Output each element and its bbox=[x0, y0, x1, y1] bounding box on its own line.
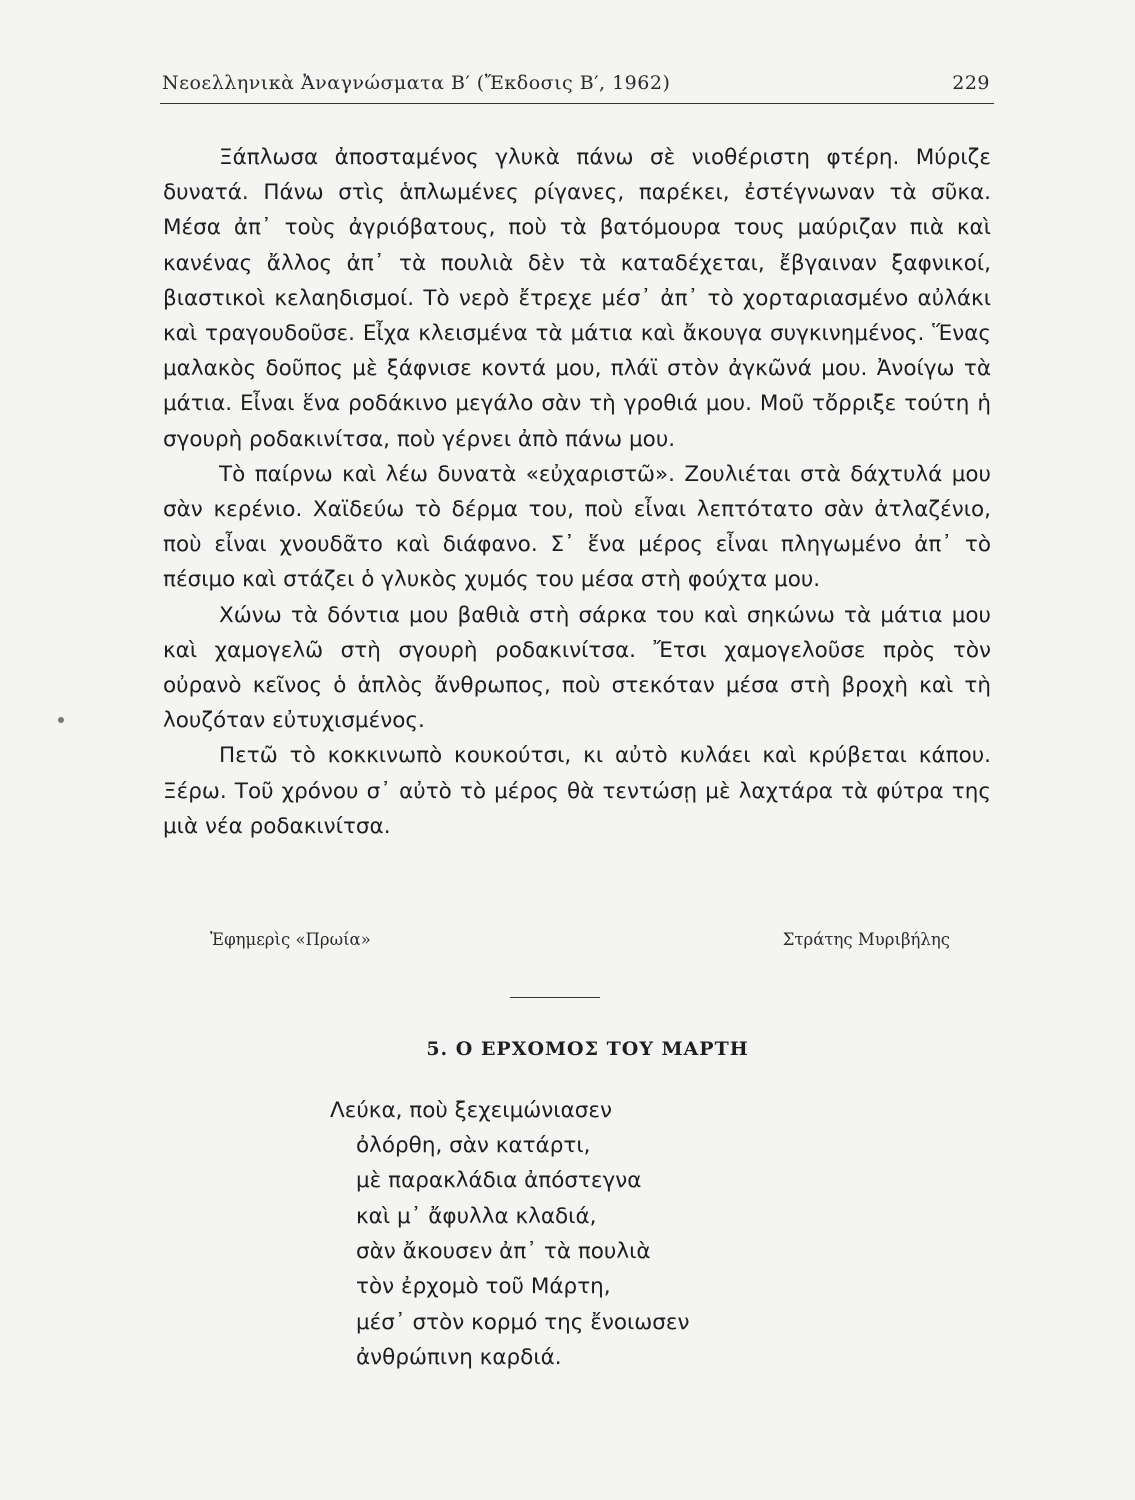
prose-text bbox=[163, 140, 991, 844]
poem-line: Λεύκα, ποὺ ξεχειμώνιασεν bbox=[330, 1098, 612, 1123]
poem-title: 5. Ο ΕΡΧΟΜΟΣ ΤΟΥ ΜΑΡΤΗ bbox=[426, 1038, 749, 1060]
source-attribution: Ἐφημερὶς «Πρωία» bbox=[210, 930, 371, 949]
poem-line: καὶ μ᾽ ἄφυλλα κλαδιά, bbox=[356, 1204, 597, 1229]
header-rule bbox=[160, 103, 994, 104]
paragraph: Χώνω τὰ δόντια μου βαθιὰ στὴ σάρκα του καὶ σηκώνω τὰ μάτια μου καὶ χαμογελῶ στὴ σγουρὴ ροδακινίτσα. Ἔτσι χαμογελοῦσε πρὸς τὸν οὐρανὸ κεῖνος ὁ ἁπλὸς ἄνθρωπος, ποὺ στεκόταν μέσα στὴ βροχὴ καὶ τὴ λουζόταν εὐτυχισμένος. bbox=[163, 602, 991, 734]
author-name: Στράτης Μυριβήλης bbox=[782, 930, 950, 949]
poem-line: τὸν ἐρχομὸ τοῦ Μάρτη, bbox=[356, 1274, 611, 1299]
poem-line: μὲ παρακλάδια ἀπόστεγνα bbox=[356, 1168, 642, 1193]
section-separator bbox=[510, 997, 600, 998]
running-title: Νεοελληνικὰ Ἀναγνώσματα Β′ (Ἔκδοσις Β′, 1962) bbox=[162, 72, 671, 94]
signature-line bbox=[210, 930, 950, 949]
paragraph: Τὸ παίρνω καὶ λέω δυνατὰ «εὐχαριστῶ». Ζουλιέται στὰ δάχτυλά μου σὰν κερένιο. Χαϊδεύω τὸ δέρμα του, ποὺ εἶναι λεπτότατο σὰν ἀτλαζένιο, ποὺ εἶναι χνουδᾶτο καὶ διάφανο. Σ᾽ ἕνα μέρος εἶναι πληγωμένο ἀπ᾽ τὸ πέσιμο καὶ στάζει ὁ γλυκὸς χυμός του μέσα στὴ φούχτα μου. bbox=[163, 461, 991, 593]
poem-line: ὀλόρθη, σὰν κατάρτι, bbox=[356, 1133, 591, 1158]
running-head bbox=[162, 72, 992, 94]
poem-line: ἀνθρώπινη καρδιά. bbox=[356, 1345, 562, 1370]
paragraph: Πετῶ τὸ κοκκινωπὸ κουκούτσι, κι αὐτὸ κυλάει καὶ κρύβεται κάπου. Ξέρω. Τοῦ χρόνου σ᾽ αὐτὸ τὸ μέρος θὰ τεντώσῃ μὲ λαχτάρα τὰ φύτρα της μιὰ νέα ροδακινίτσα. bbox=[163, 743, 991, 839]
poem-line: μέσ᾽ στὸν κορμό της ἔνοιωσεν bbox=[356, 1310, 690, 1335]
page-number: 229 bbox=[952, 72, 990, 94]
paragraph: Ξάπλωσα ἀποσταμένος γλυκὰ πάνω σὲ νιοθέριστη φτέρη. Μύριζε δυνατά. Πάνω στὶς ἁπλωμένες ρίγανες, παρέκει, ἐστέγνωναν τὰ σῦκα. Μέσα ἀπ᾽ τοὺς ἀγριόβατους, ποὺ τὰ βατόμουρα τους μαύριζαν πιὰ καὶ κανένας ἄλλος ἀπ᾽ τὰ πουλιὰ δὲν τὰ καταδέχεται, ἔβγαιναν ξαφνικοί, βιαστικοὶ κελαηδισμοί. Τὸ νερὸ ἔτρεχε μέσ᾽ ἀπ᾽ τὸ χορταριασμένο αὐλάκι καὶ τραγουδοῦσε. Εἶχα κλεισμένα τὰ μάτια καὶ ἄκουγα συγκινημένος. Ἕνας μαλακὸς δοῦπος μὲ ξάφνισε κοντά μου, πλάϊ στὸν ἀγκῶνά μου. Ἀνοίγω τὰ μάτια. Εἶναι ἕνα ροδάκινο μεγάλο σὰν τὴ γροθιά μου. Μοῦ τὄρριξε τούτη ἡ σγουρὴ ροδακινίτσα, ποὺ γέρνει ἀπὸ πάνω μου. bbox=[163, 145, 991, 452]
poem-line: σὰν ἄκουσεν ἀπ᾽ τὰ πουλιὰ bbox=[356, 1239, 651, 1264]
margin-dot bbox=[58, 717, 64, 723]
